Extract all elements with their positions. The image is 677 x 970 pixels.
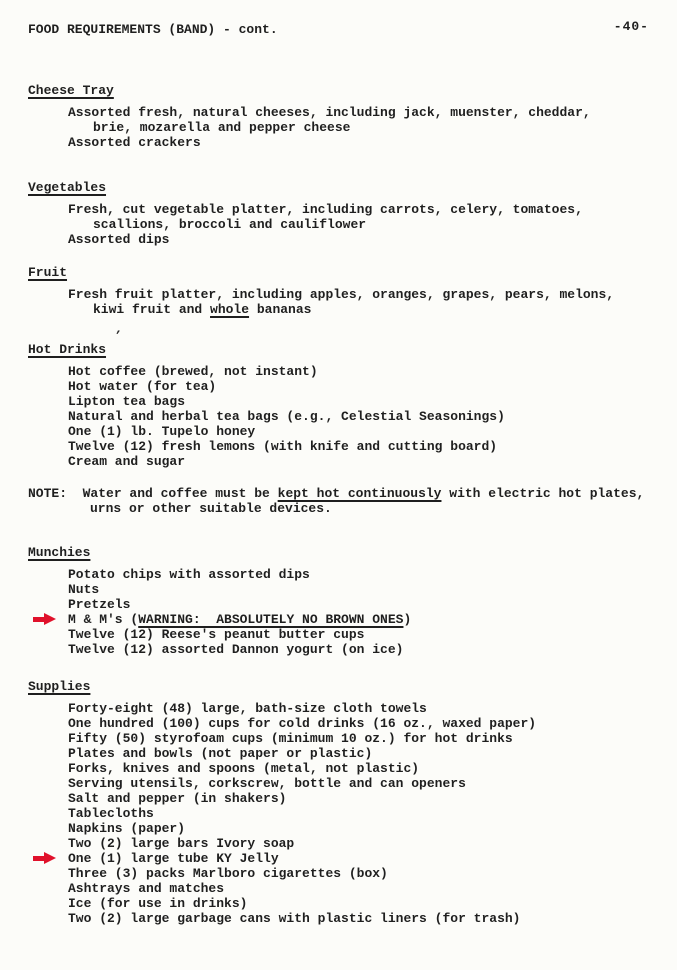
note-line bbox=[28, 501, 649, 516]
text-run: Two (2) large garbage cans with plastic liners (for trash) bbox=[68, 911, 521, 926]
list-item bbox=[28, 776, 649, 791]
red-arrow-icon bbox=[33, 614, 56, 625]
list-item bbox=[28, 716, 649, 731]
list-item bbox=[28, 567, 649, 582]
list-item bbox=[28, 232, 649, 247]
text-run: Assorted crackers bbox=[68, 135, 201, 150]
document-body bbox=[28, 83, 649, 926]
list-item bbox=[28, 911, 649, 926]
text-run: NOTE: Water and coffee must be bbox=[28, 486, 278, 501]
section-heading-label: Fruit bbox=[28, 265, 68, 280]
list-item bbox=[28, 851, 649, 866]
text-run: Salt and pepper (in shakers) bbox=[68, 791, 287, 806]
section-vegetables bbox=[28, 180, 649, 247]
list-item bbox=[28, 409, 649, 424]
text-run: Napkins (paper) bbox=[68, 821, 186, 836]
text-run: Assorted fresh, natural cheeses, including jack, muenster, cheddar, bbox=[68, 105, 591, 120]
text-run: Plates and bowls (not paper or plastic) bbox=[68, 746, 373, 761]
text-run: brie, mozarella and pepper cheese bbox=[93, 120, 351, 135]
text-run: Fresh fruit platter, including apples, oranges, grapes, pears, melons, bbox=[68, 287, 615, 302]
section-heading bbox=[28, 545, 649, 560]
section-munchies bbox=[28, 545, 649, 657]
text-run: Fresh, cut vegetable platter, including carrots, celery, tomatoes, bbox=[68, 202, 583, 217]
underlined-text-run: kept hot continuously bbox=[277, 486, 442, 501]
text-run: Pretzels bbox=[68, 597, 131, 612]
list-item bbox=[28, 881, 649, 896]
list-item bbox=[28, 454, 649, 469]
underlined-text-run: WARNING: ABSOLUTELY NO BROWN ONES bbox=[138, 612, 404, 627]
text-run: Potato chips with assorted dips bbox=[68, 567, 310, 582]
section-heading-label: Hot Drinks bbox=[28, 342, 107, 357]
text-run: Twelve (12) Reese's peanut butter cups bbox=[68, 627, 365, 642]
text-run: Ice (for use in drinks) bbox=[68, 896, 248, 911]
list-item bbox=[28, 731, 649, 746]
section-heading bbox=[28, 180, 649, 195]
section-cheese-tray bbox=[28, 83, 649, 150]
list-item bbox=[28, 424, 649, 439]
text-run: scallions, broccoli and cauliflower bbox=[93, 217, 367, 232]
list-item bbox=[28, 761, 649, 776]
list-item bbox=[28, 582, 649, 597]
list-item bbox=[28, 896, 649, 911]
text-run: Natural and herbal tea bags (e.g., Celestial Seasonings) bbox=[68, 409, 505, 424]
list-item bbox=[28, 379, 649, 394]
text-run: One hundred (100) cups for cold drinks (16 oz., waxed paper) bbox=[68, 716, 537, 731]
list-item bbox=[28, 287, 649, 302]
text-run: Hot water (for tea) bbox=[68, 379, 217, 394]
section-heading bbox=[28, 328, 649, 357]
page-title: FOOD REQUIREMENTS (BAND) - cont. bbox=[28, 22, 278, 37]
text-run: with electric hot plates, bbox=[441, 486, 645, 501]
section-heading-label: Munchies bbox=[28, 545, 91, 560]
text-run: Tablecloths bbox=[68, 806, 154, 821]
text-run: Twelve (12) fresh lemons (with knife and cutting board) bbox=[68, 439, 498, 454]
text-run: Three (3) packs Marlboro cigarettes (box) bbox=[68, 866, 388, 881]
section-heading-label: Supplies bbox=[28, 679, 91, 694]
underlined-text-run: whole bbox=[210, 302, 250, 317]
text-run: M & M's ( bbox=[68, 612, 139, 627]
list-item bbox=[28, 806, 649, 821]
list-item bbox=[28, 394, 649, 409]
section-fruit bbox=[28, 265, 649, 317]
text-run: kiwi fruit and bbox=[93, 302, 211, 317]
list-item bbox=[28, 746, 649, 761]
section-heading-label: Cheese Tray bbox=[28, 83, 114, 98]
list-item bbox=[28, 202, 649, 217]
text-run: Forks, knives and spoons (metal, not plastic) bbox=[68, 761, 420, 776]
text-run: Twelve (12) assorted Dannon yogurt (on ice) bbox=[68, 642, 404, 657]
list-item bbox=[28, 627, 649, 642]
text-run: One (1) lb. Tupelo honey bbox=[68, 424, 256, 439]
section-heading bbox=[28, 265, 649, 280]
text-run: Lipton tea bags bbox=[68, 394, 186, 409]
section-heading bbox=[28, 679, 649, 694]
text-run: Forty-eight (48) large, bath-size cloth towels bbox=[68, 701, 427, 716]
list-item bbox=[28, 364, 649, 379]
note-block bbox=[28, 486, 649, 516]
red-arrow-icon bbox=[33, 853, 56, 864]
text-run: One (1) large tube KY Jelly bbox=[68, 851, 279, 866]
list-item bbox=[28, 439, 649, 454]
list-item bbox=[28, 217, 649, 232]
page-number: -40- bbox=[613, 19, 649, 34]
list-item bbox=[28, 105, 649, 120]
section-heading bbox=[28, 83, 649, 98]
note-line bbox=[28, 486, 649, 501]
text-run: ) bbox=[403, 612, 412, 627]
list-item bbox=[28, 612, 649, 627]
text-run: Cream and sugar bbox=[68, 454, 186, 469]
list-item bbox=[28, 836, 649, 851]
text-run: Hot coffee (brewed, not instant) bbox=[68, 364, 318, 379]
page-header bbox=[28, 19, 649, 37]
text-run: Two (2) large bars Ivory soap bbox=[68, 836, 295, 851]
list-item bbox=[28, 642, 649, 657]
scan-artifact-mark: ’ bbox=[113, 328, 123, 344]
text-run: Nuts bbox=[68, 582, 100, 597]
list-item bbox=[28, 597, 649, 612]
text-run: urns or other suitable devices. bbox=[90, 501, 332, 516]
section-hot-drinks bbox=[28, 328, 649, 469]
list-item bbox=[28, 302, 649, 317]
section-supplies bbox=[28, 679, 649, 926]
text-run: bananas bbox=[249, 302, 312, 317]
list-item bbox=[28, 866, 649, 881]
text-run: Serving utensils, corkscrew, bottle and can openers bbox=[68, 776, 466, 791]
text-run: Ashtrays and matches bbox=[68, 881, 225, 896]
text-run: Fifty (50) styrofoam cups (minimum 10 oz.) for hot drinks bbox=[68, 731, 513, 746]
list-item bbox=[28, 701, 649, 716]
list-item bbox=[28, 120, 649, 135]
list-item bbox=[28, 135, 649, 150]
list-item bbox=[28, 821, 649, 836]
section-heading-label: Vegetables bbox=[28, 180, 107, 195]
text-run: Assorted dips bbox=[68, 232, 170, 247]
list-item bbox=[28, 791, 649, 806]
